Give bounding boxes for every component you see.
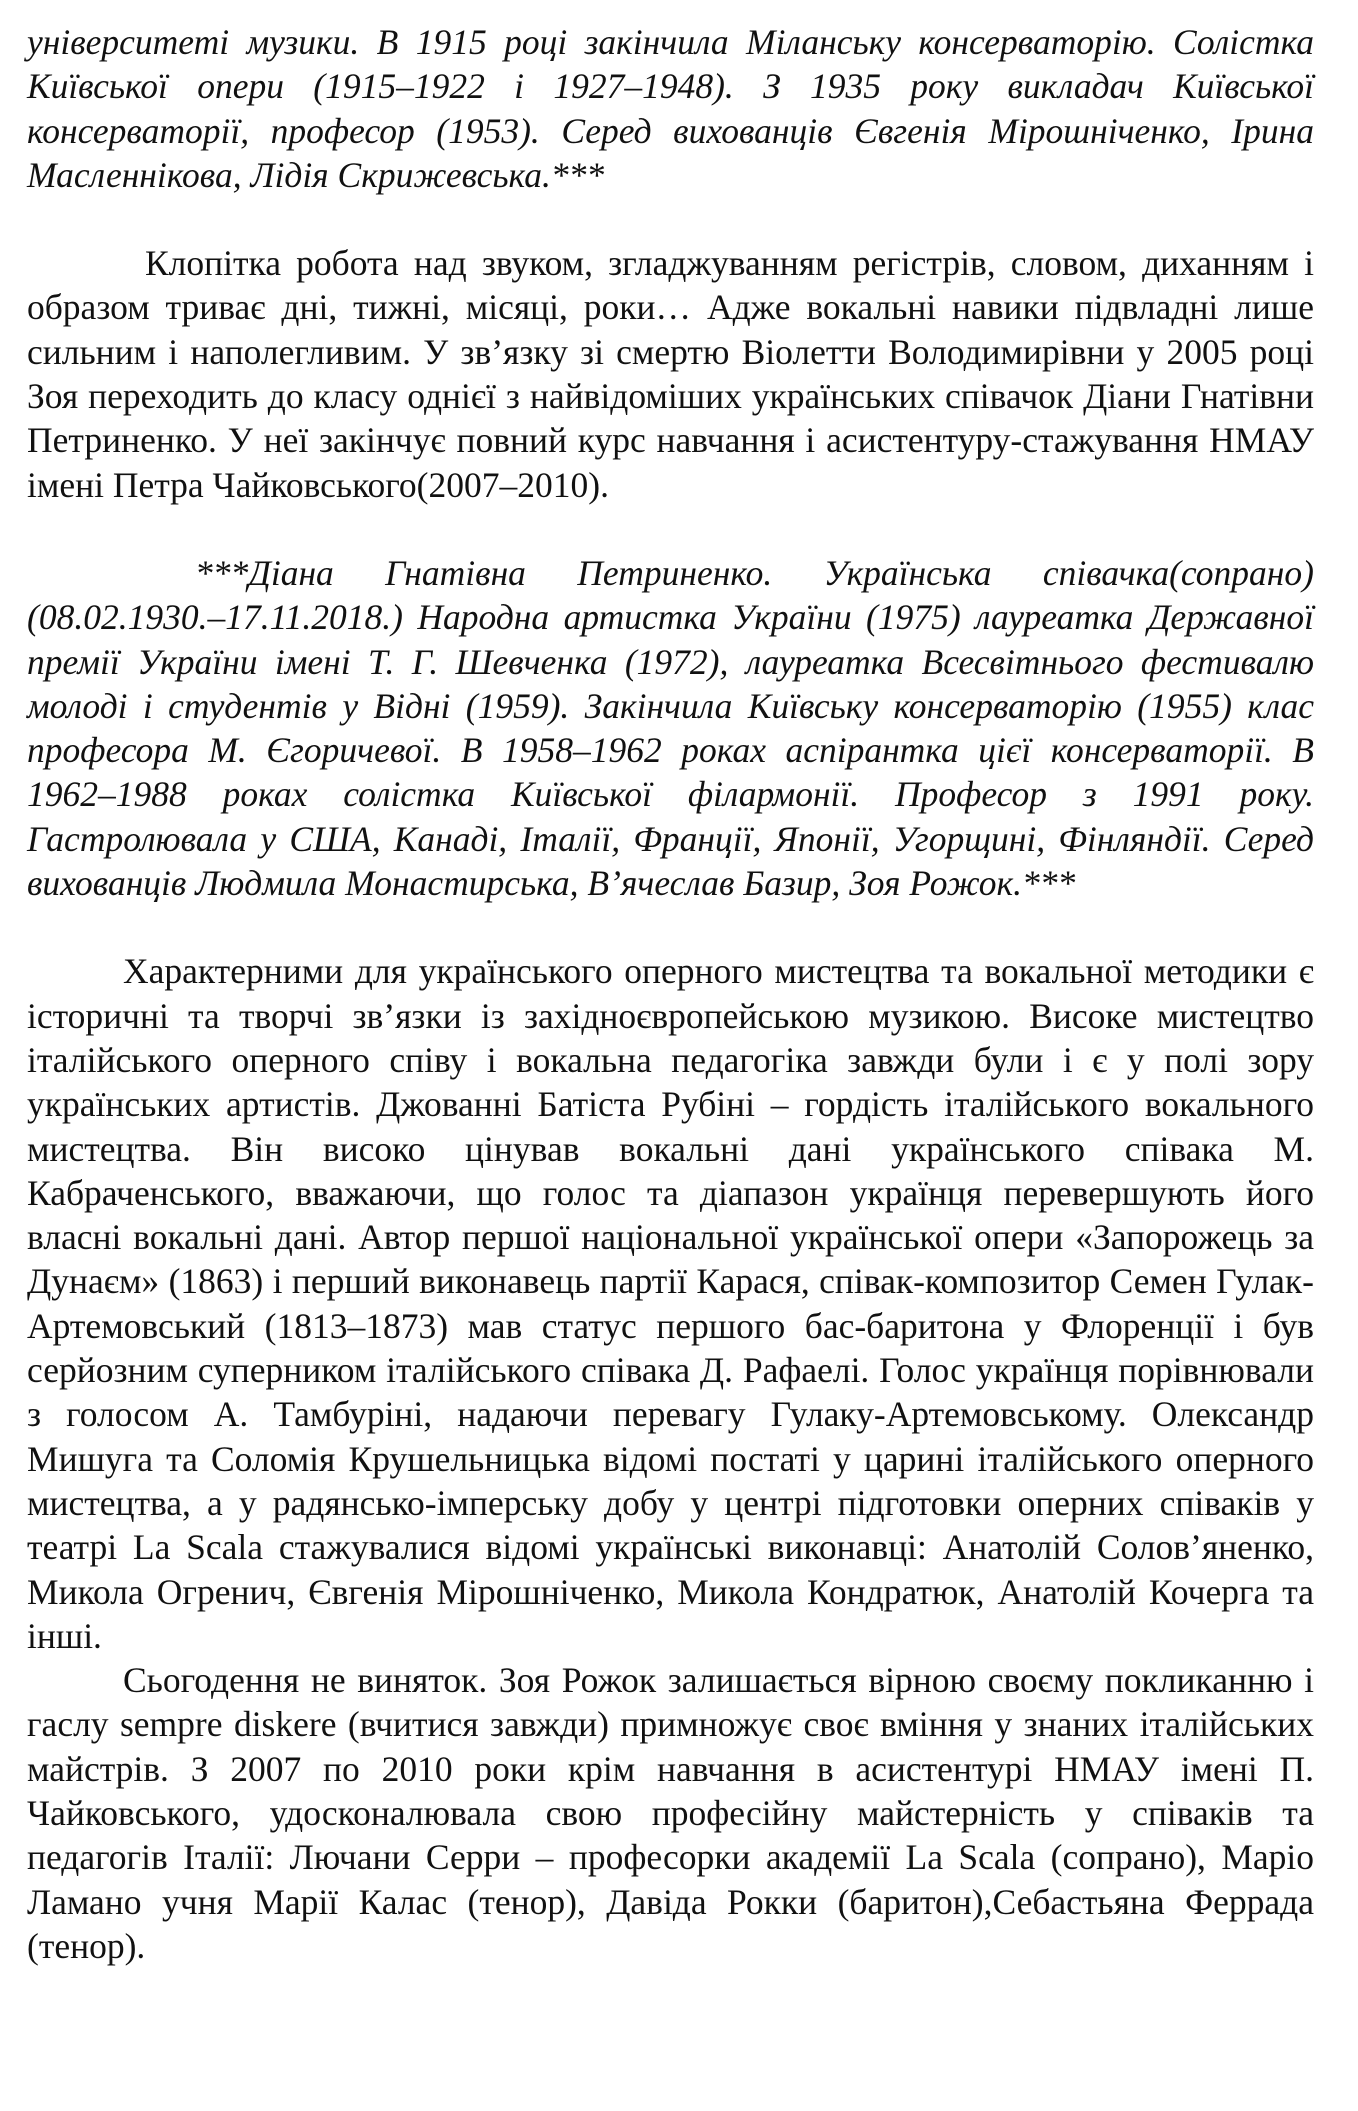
paragraph-gap <box>27 197 1314 241</box>
paragraph-vocal-training: Клопітка робота над звуком, згладжуванням регістрів, словом, диханням і образом триває дні, тижні, місяці, роки… Адже вокальні навики підвладні лише сильним і наполегливим. У зв’язку зі смертю Віолетти Володимирівни у 2005 році Зоя переходить до класу однієї з найвідоміших українських співачок Діани Гнатівни Петриненко. У неї закінчує повний курс навчання і асистентуру-стажування НМАУ імені Петра Чайковського(2007–2010). <box>27 243 1314 505</box>
paragraph-biography-note-end: університеті музики. В 1915 році закінчила Міланську консерваторію. Солістка Київської опери (1915–1922 і 1927–1948). З 1935 року викладач Київської консерваторії, професор (1953). Серед вихованців Євгенія Мірошніченко, Ірина Масленнікова, Лідія Скрижевська.*** <box>27 22 1314 195</box>
paragraph-petrynenko-note: ***Діана Гнатівна Петриненко. Українська співачка(сопрано) (08.02.1930.–17.11.2018.) Народна артистка України (1975) лауреатка Державної премії України імені Т. Г. Шевченка (1972), лауреатка Всесвітнього фестивалю молоді і студентів у Відні (1959). Закінчила Київську консерваторію (1955) клас професора М. Єгоричевої. В 1958–1962 роках аспірантка цієї консерваторії. В 1962–1988 роках солістка Київської філармонії. Професор з 1991 року. Гастролювала у США, Канаді, Італії, Франції, Японії, Угорщині, Фінляндії. Серед вихованців Людмила Монастирська, В’ячеслав Базир, Зоя Рожок.*** <box>27 552 1314 904</box>
paragraph-italian-ties: Характерними для українського оперного мистецтва та вокальної методики є історичні та творчі зв’язки із західноєвропейською музикою. Високе мистецтво італійського оперного співу і вокальна педагогіка завжди були і є у полі зору українських артистів. Джованні Батіста Рубіні – гордість італійського вокального мистецтва. Він високо цінував вокальні дані українського співака М. Кабраченського, вважаючи, що голос та діапазон українця перевершують його власні вокальні дані. Автор першої національної української опери «Запорожець за Дунаєм» (1863) і перший виконавець партії Карася, співак-композитор Семен Гулак-Артемовський (1813–1873) мав статус першого бас-баритона у Флоренції і був серйозним суперником італійського співака Д. Рафаелі. Голос українця порівнювали з голосом А. Тамбуріні, надаючи перевагу Гулаку-Артемовському. Олександр Мишуга та Соломія Крушельницька відомі постаті у царині італійського оперного мистецтва, а у радянсько-імперську добу у центрі підготовки оперних співаків у театрі La Scala стажувалися відомі українські виконавці: Анатолій Солов’яненко, Микола Огренич, Євгенія Мірошніченко, Микола Кондратюк, Анатолій Кочерга та інші. <box>27 951 1314 1656</box>
paragraph-present-day: Сьогодення не виняток. Зоя Рожок залишається вірною своєму покликанню і гаслу sempre diskere (вчитися завжди) примножує своє вміння у знаних італійських майстрів. З 2007 по 2010 роки крім навчання в асистентурі НМАУ імені П. Чайковського, удосконалювала свою професійну майстерність у співаків та педагогів Італії: Лючани Серри – професорки академії La Scala (сопрано), Маріо Ламано учня Марії Калас (тенор), Давіда Рокки (баритон),Себастьяна Феррада (тенор). <box>27 1660 1314 1966</box>
paragraph-gap <box>27 507 1314 551</box>
paragraph-gap <box>27 905 1314 949</box>
